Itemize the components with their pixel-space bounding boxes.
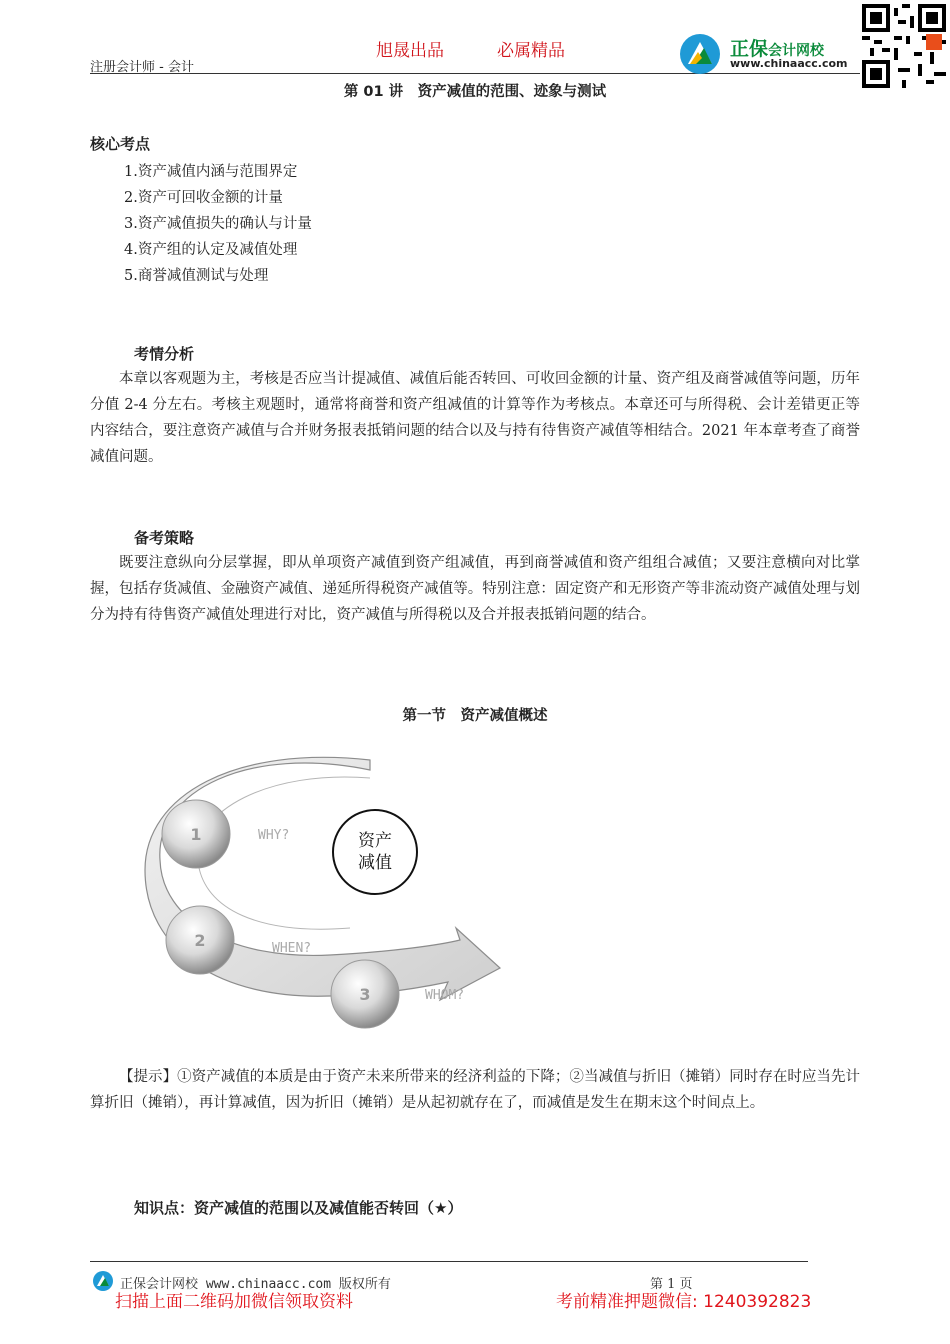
footer-promo-right: 考前精准押题微信: 1240392823: [556, 1292, 812, 1312]
lecture-title: 第 01 讲 资产减值的范围、迹象与测试: [343, 84, 607, 100]
tip-text: 【提示】①资产减值的本质是由于资产未来所带来的经济利益的下降；②当减值与折旧（摊销）同时存在时应当先计算折旧（摊销），再计算减值，因为折旧（摊销）是从起初就存在了，而减值是发生在期末这个时间点上。: [90, 1069, 860, 1111]
knowledge-heading: 知识点：资产减值的范围以及减值能否转回（★）: [134, 1199, 463, 1217]
diagram-node-1-label: WHY?: [258, 828, 290, 843]
impairment-diagram: [140, 750, 520, 1068]
strategy-heading: 备考策略: [134, 529, 195, 547]
core-item: 5.商誉减值测试与处理: [124, 268, 269, 284]
footer-copyright: 正保会计网校 www.chinaacc.com 版权所有: [120, 1277, 391, 1292]
qr-code-icon: [862, 4, 946, 88]
diagram-node-1-num: 1: [190, 825, 202, 844]
logo-name-main: 正保: [730, 38, 769, 60]
brand-logo[interactable]: [678, 30, 858, 74]
logo-name-sub: 会计网校: [768, 43, 825, 59]
diagram-node-3-num: 3: [359, 985, 371, 1004]
core-heading: 核心考点: [90, 135, 151, 153]
core-item: 2.资产可回收金额的计量: [124, 190, 283, 206]
footer-rule: [90, 1261, 808, 1262]
footer-logo-icon: [92, 1270, 114, 1292]
diagram-node-2-num: 2: [194, 931, 206, 950]
analysis-text: 本章以客观题为主，考核是否应当计提减值、减值后能否转回、可收回金额的计量、资产组及商誉减值等问题，历年分值 2-4 分左右。考核主观题时，通常将商誉和资产组减值的计算等作为考核点。本章还可与所得税、会计差错更正等内容结合，要注意资产减值与合并财务报表抵销问题的结合以及与持有待售资产减值等相结合。2021 年本章考查了商誉减值问题。: [90, 371, 860, 465]
footer-promo-left: 扫描上面二维码加微信领取资料: [115, 1292, 353, 1312]
logo-url: www.chinaacc.com: [730, 57, 848, 70]
header-slogan-right: 必属精品: [497, 41, 565, 61]
core-item: 1.资产减值内涵与范围界定: [124, 164, 298, 180]
analysis-heading: 考情分析: [134, 345, 195, 363]
core-item: 4.资产组的认定及减值处理: [124, 242, 298, 258]
header-slogan-left: 旭晟出品: [376, 41, 444, 61]
diagram-node-2-label: WHEN?: [272, 941, 312, 956]
strategy-text: 既要注意纵向分层掌握，即从单项资产减值到资产组减值，再到商誉减值和资产组组合减值；又要注意横向对比掌握，包括存货减值、金融资产减值、递延所得税资产减值等。特别注意：固定资产和无形资产等非流动资产减值处理与划分为持有待售资产减值处理进行对比，资产减值与所得税以及合并报表抵销问题的结合。: [90, 555, 860, 623]
core-item: 3.资产减值损失的确认与计量: [124, 216, 312, 232]
header-subject: 注册会计师 - 会计: [90, 60, 194, 75]
diagram-center-circle: [333, 810, 417, 894]
footer-page-number: 第 1 页: [650, 1277, 693, 1292]
diagram-node-3-label: WHOM?: [425, 988, 465, 1003]
logo-mark-icon: [678, 32, 722, 76]
diagram-center-line1: 资产: [358, 831, 392, 851]
section-title: 第一节 资产减值概述: [402, 708, 548, 724]
diagram-center-line2: 减值: [358, 853, 392, 873]
